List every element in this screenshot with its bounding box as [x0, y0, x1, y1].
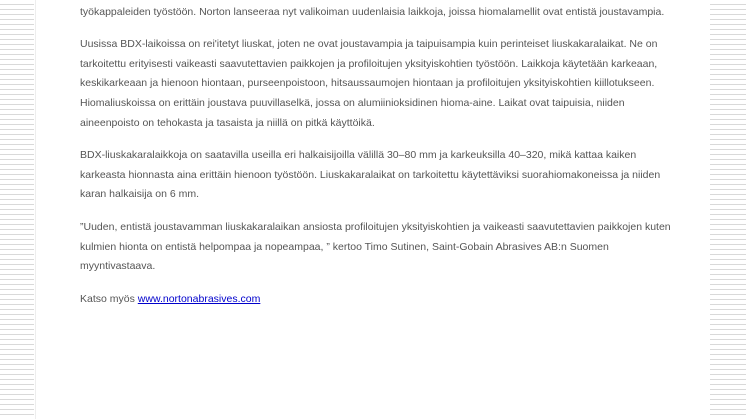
- paragraph-intro: työkappaleiden työstöön. Norton lanseeraa nyt valikoiman uudenlaisia laikkoja, joissa hiomalamellit ovat entistä joustavampia.: [80, 5, 665, 18]
- paragraph-bdx-description: Uusissa BDX-laikoissa on rei'itetyt liuskat, joten ne ovat joustavampia ja taipuisampia kuin perinteiset liuskakaralaikat. Ne on tarkoitettu erityisesti vaikeasti saavutettavien paikkojen ja profiloitujen yksityiskohtien työstöön. Laikkoja käytetään karkeaan, keskikarkeaan ja hienoon hiontaan, purseenpoistoon, hitsaussaumojen hiontaan ja profiloitujen yksityiskohtien kiillotukseen. Hiomaliuskoissa on erittäin joustava puuvillaselkä, jossa on alumiinioksidinen hioma-aine. Laikat ovat taipuisia, niiden aineenpoisto on tehokasta ja tasaista ja niillä on pitkä käyttöikä.: [80, 38, 658, 129]
- see-also-label: Katso myös: [80, 292, 135, 305]
- paragraph-quote: ”Uuden, entistä joustavamman liuskakaralaikan ansiosta profiloitujen yksityiskohtien ja vaikeasti saavutettavien paikkojen kuten kulmien hionta on entistä helpompaa ja nopeampaa, ” kertoo Timo Sutinen, Saint-Gobain Abrasives AB:n Suomen myyntivastaava.: [80, 220, 671, 273]
- article-body: [80, 0, 672, 322]
- paragraph-availability: BDX-liuskakaralaikkoja on saatavilla useilla eri halkaisijoilla välillä 30–80 mm ja karkeuksilla 40–320, mikä kattaa kaiken karkeasta hionnasta aina erittäin hienoon työstöön. Liuskakaralaikat on tarkoitettu käytettäviksi suorahiomakoneissa ja niiden karan halkaisija on 6 mm.: [80, 149, 661, 201]
- right-decorative-border: [710, 0, 746, 419]
- see-also-line: [80, 290, 672, 310]
- nortonabrasives-link[interactable]: www.nortonabrasives.com: [137, 292, 261, 305]
- article-panel: [58, 0, 670, 419]
- left-decorative-border: [0, 0, 34, 419]
